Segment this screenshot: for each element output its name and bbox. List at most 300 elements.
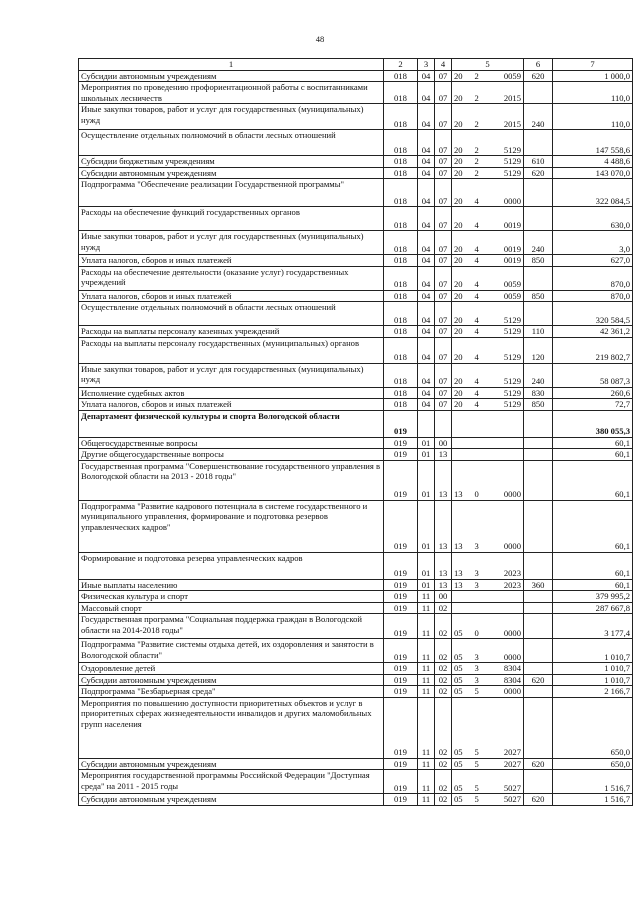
expense-type-cell <box>524 686 553 697</box>
row-name-cell: Подпрограмма "Обеспечение реализации Государственной программы" <box>79 179 384 207</box>
subsection-code-cell: 07 <box>435 104 452 130</box>
subsection-code-cell: 02 <box>435 602 452 613</box>
section-code-cell: 04 <box>418 326 435 337</box>
ministry-code-cell: 019 <box>384 663 418 674</box>
subsection-code-cell: 07 <box>435 130 452 156</box>
amount-cell: 650,0 <box>553 758 633 769</box>
section-code-cell: 04 <box>418 399 435 410</box>
row-name-cell: Подпрограмма "Развитие системы отдыха детей, их оздоровления и занятости в Вологодской области" <box>79 639 384 663</box>
table-row <box>79 663 633 674</box>
subsection-code-cell: 07 <box>435 326 452 337</box>
subsection-code-cell: 07 <box>435 167 452 178</box>
amount-cell: 287 667,8 <box>553 602 633 613</box>
target-article-part2-cell: 4 <box>473 399 487 410</box>
amount-cell: 630,0 <box>553 207 633 231</box>
row-name-cell: Формирование и подготовка резерва управленческих кадров <box>79 552 384 579</box>
target-article-part3-cell: 5129 <box>487 399 524 410</box>
subsection-code-cell: 02 <box>435 686 452 697</box>
target-article-part3-cell: 0000 <box>487 500 524 552</box>
target-article-part3-cell: 5129 <box>487 302 524 326</box>
table-row <box>79 104 633 130</box>
header-row <box>79 59 633 71</box>
row-name-cell: Мероприятия государственной программы Российской Федерации "Доступная среда" на 2011 - 2015 годы <box>79 770 384 794</box>
section-code-cell: 11 <box>418 758 435 769</box>
target-article-part1-cell: 20 <box>452 231 473 255</box>
expense-type-cell <box>524 460 553 500</box>
section-code-cell: 04 <box>418 266 435 290</box>
amount-cell: 42 361,2 <box>553 326 633 337</box>
target-article-part3-cell: 0000 <box>487 460 524 500</box>
row-name-cell: Другие общегосударственные вопросы <box>79 449 384 460</box>
target-article-part2-cell: 2 <box>473 104 487 130</box>
target-article-part1-cell: 13 <box>452 579 473 590</box>
expense-type-cell <box>524 449 553 460</box>
section-code-cell: 11 <box>418 674 435 685</box>
target-article-part2-cell: 3 <box>473 674 487 685</box>
row-name-cell: Государственная программа "Совершенствование государственного управления в Вологодской области на 2013 - 2018 годы" <box>79 460 384 500</box>
target-article-part1-cell: 13 <box>452 500 473 552</box>
amount-cell: 1 010,7 <box>553 663 633 674</box>
ministry-code-cell: 018 <box>384 302 418 326</box>
target-article-part2-cell: 2 <box>473 156 487 167</box>
expense-type-cell: 110 <box>524 326 553 337</box>
target-article-part3-cell: 2023 <box>487 552 524 579</box>
row-name-cell: Субсидии автономным учреждениям <box>79 167 384 178</box>
target-article-part2-cell: 4 <box>473 179 487 207</box>
ministry-code-cell: 018 <box>384 266 418 290</box>
ministry-code-cell: 019 <box>384 639 418 663</box>
target-article-part3-cell: 5129 <box>487 337 524 363</box>
target-article-part3-cell: 5129 <box>487 387 524 398</box>
amount-cell: 322 084,5 <box>553 179 633 207</box>
row-name-cell: Субсидии автономным учреждениям <box>79 794 384 805</box>
ministry-code-cell: 019 <box>384 552 418 579</box>
table-row <box>79 255 633 266</box>
subsection-code-cell: 07 <box>435 337 452 363</box>
target-article-part3-cell: 0059 <box>487 71 524 82</box>
row-name-cell: Субсидии бюджетным учреждениям <box>79 156 384 167</box>
ministry-code-cell: 019 <box>384 686 418 697</box>
table-row <box>79 697 633 758</box>
subsection-code-cell: 07 <box>435 231 452 255</box>
section-code-cell: 04 <box>418 231 435 255</box>
table-row <box>79 794 633 805</box>
target-article-part2-cell: 0 <box>473 460 487 500</box>
target-article-part1-cell: 20 <box>452 207 473 231</box>
section-code-cell: 11 <box>418 770 435 794</box>
target-article-part2-cell: 0 <box>473 614 487 639</box>
ministry-code-cell: 019 <box>384 437 418 448</box>
expense-type-cell <box>524 179 553 207</box>
target-article-part3-cell: 0000 <box>487 179 524 207</box>
table-body <box>79 59 633 806</box>
ministry-code-cell: 018 <box>384 255 418 266</box>
target-article-part2-cell: 2 <box>473 71 487 82</box>
target-article-part1-cell: 05 <box>452 794 473 805</box>
amount-cell: 2 166,7 <box>553 686 633 697</box>
section-code-cell: 11 <box>418 602 435 613</box>
target-article-part2-cell <box>473 602 487 613</box>
ministry-code-cell: 018 <box>384 363 418 387</box>
target-article-part3-cell: 2023 <box>487 579 524 590</box>
amount-cell: 60,1 <box>553 579 633 590</box>
table-row <box>79 614 633 639</box>
ministry-code-cell: 019 <box>384 500 418 552</box>
amount-cell: 870,0 <box>553 266 633 290</box>
target-article-part1-cell: 20 <box>452 167 473 178</box>
row-name-cell: Субсидии автономным учреждениям <box>79 71 384 82</box>
target-article-part3-cell: 5129 <box>487 130 524 156</box>
subsection-code-cell: 07 <box>435 399 452 410</box>
section-code-cell: 04 <box>418 71 435 82</box>
budget-table <box>78 58 633 806</box>
target-article-part1-cell: 05 <box>452 686 473 697</box>
subsection-code-cell: 13 <box>435 460 452 500</box>
table-row <box>79 290 633 301</box>
target-article-part2-cell <box>473 591 487 602</box>
expense-type-cell: 620 <box>524 758 553 769</box>
target-article-part3-cell: 8304 <box>487 663 524 674</box>
target-article-part1-cell <box>452 437 473 448</box>
amount-cell: 3 177,4 <box>553 614 633 639</box>
target-article-part1-cell: 20 <box>452 179 473 207</box>
expense-type-cell <box>524 437 553 448</box>
amount-cell: 60,1 <box>553 552 633 579</box>
target-article-part1-cell: 20 <box>452 337 473 363</box>
target-article-part3-cell <box>487 449 524 460</box>
table-row <box>79 449 633 460</box>
table-row <box>79 337 633 363</box>
target-article-part2-cell: 3 <box>473 500 487 552</box>
subsection-code-cell: 07 <box>435 156 452 167</box>
subsection-code-cell: 07 <box>435 179 452 207</box>
target-article-part2-cell: 4 <box>473 302 487 326</box>
table-row <box>79 500 633 552</box>
ministry-code-cell: 019 <box>384 579 418 590</box>
section-code-cell: 04 <box>418 179 435 207</box>
header-cell-section: 3 <box>418 59 435 71</box>
row-name-cell: Расходы на выплаты персоналу казенных учреждений <box>79 326 384 337</box>
amount-cell: 147 558,6 <box>553 130 633 156</box>
section-code-cell: 04 <box>418 337 435 363</box>
target-article-part3-cell: 5129 <box>487 326 524 337</box>
subsection-code-cell: 02 <box>435 770 452 794</box>
expense-type-cell: 620 <box>524 71 553 82</box>
target-article-part2-cell: 3 <box>473 579 487 590</box>
ministry-code-cell: 018 <box>384 399 418 410</box>
table-row <box>79 770 633 794</box>
row-name-cell: Иные закупки товаров, работ и услуг для государственных (муниципальных) нужд <box>79 104 384 130</box>
ministry-code-cell: 019 <box>384 794 418 805</box>
table-row <box>79 266 633 290</box>
table-row <box>79 207 633 231</box>
table-row <box>79 579 633 590</box>
row-name-cell: Массовый спорт <box>79 602 384 613</box>
target-article-part3-cell: 5027 <box>487 770 524 794</box>
expense-type-cell: 240 <box>524 363 553 387</box>
header-cell-target-article: 5 <box>452 59 524 71</box>
row-name-cell: Общегосударственные вопросы <box>79 437 384 448</box>
target-article-part1-cell: 05 <box>452 758 473 769</box>
section-code-cell: 11 <box>418 591 435 602</box>
target-article-part1-cell: 20 <box>452 363 473 387</box>
target-article-part1-cell: 13 <box>452 552 473 579</box>
target-article-part1-cell <box>452 602 473 613</box>
ministry-code-cell: 018 <box>384 104 418 130</box>
ministry-code-cell: 018 <box>384 326 418 337</box>
section-code-cell: 11 <box>418 614 435 639</box>
section-code-cell: 01 <box>418 437 435 448</box>
amount-cell: 1 516,7 <box>553 770 633 794</box>
row-name-cell: Мероприятия по повышению доступности приоритетных объектов и услуг в приоритетных сферах жизнедеятельности инвалидов и других маломобильных групп населения <box>79 697 384 758</box>
target-article-part1-cell: 20 <box>452 290 473 301</box>
expense-type-cell: 240 <box>524 104 553 130</box>
amount-cell: 379 995,2 <box>553 591 633 602</box>
section-code-cell: 04 <box>418 255 435 266</box>
row-name-cell: Иные закупки товаров, работ и услуг для государственных (муниципальных) нужд <box>79 363 384 387</box>
expense-type-cell <box>524 770 553 794</box>
target-article-part3-cell: 5129 <box>487 156 524 167</box>
table-row <box>79 130 633 156</box>
target-article-part2-cell: 4 <box>473 290 487 301</box>
expense-type-cell <box>524 663 553 674</box>
ministry-code-cell: 018 <box>384 231 418 255</box>
target-article-part1-cell: 20 <box>452 326 473 337</box>
target-article-part3-cell <box>487 602 524 613</box>
row-name-cell: Оздоровление детей <box>79 663 384 674</box>
expense-type-cell <box>524 410 553 437</box>
target-article-part1-cell: 20 <box>452 255 473 266</box>
section-code-cell: 04 <box>418 167 435 178</box>
ministry-code-cell: 018 <box>384 130 418 156</box>
table-row <box>79 639 633 663</box>
subsection-code-cell: 07 <box>435 207 452 231</box>
subsection-code-cell <box>435 410 452 437</box>
row-name-cell: Расходы на обеспечение деятельности (оказание услуг) государственных учреждений <box>79 266 384 290</box>
expense-type-cell <box>524 614 553 639</box>
table-row <box>79 460 633 500</box>
table-row <box>79 387 633 398</box>
ministry-code-cell: 018 <box>384 156 418 167</box>
table-row <box>79 686 633 697</box>
table-row <box>79 231 633 255</box>
target-article-part3-cell: 2015 <box>487 82 524 104</box>
table-row <box>79 437 633 448</box>
row-name-cell: Субсидии автономным учреждениям <box>79 758 384 769</box>
ministry-code-cell: 019 <box>384 614 418 639</box>
expense-type-cell: 620 <box>524 167 553 178</box>
amount-cell: 1 010,7 <box>553 639 633 663</box>
table-row <box>79 758 633 769</box>
header-cell-ministry: 2 <box>384 59 418 71</box>
amount-cell: 650,0 <box>553 697 633 758</box>
ministry-code-cell: 019 <box>384 602 418 613</box>
target-article-part2-cell: 4 <box>473 337 487 363</box>
table-row <box>79 71 633 82</box>
section-code-cell: 01 <box>418 460 435 500</box>
subsection-code-cell: 02 <box>435 758 452 769</box>
target-article-part1-cell <box>452 410 473 437</box>
section-code-cell: 01 <box>418 579 435 590</box>
amount-cell: 627,0 <box>553 255 633 266</box>
target-article-part3-cell: 5129 <box>487 167 524 178</box>
ministry-code-cell: 018 <box>384 387 418 398</box>
target-article-part2-cell: 3 <box>473 552 487 579</box>
target-article-part1-cell: 20 <box>452 387 473 398</box>
ministry-code-cell: 018 <box>384 179 418 207</box>
subsection-code-cell: 02 <box>435 674 452 685</box>
target-article-part1-cell: 13 <box>452 460 473 500</box>
target-article-part2-cell <box>473 410 487 437</box>
row-name-cell: Подпрограмма "Развитие кадрового потенциала в системе государственного и муниципального управления, формирование и подготовка резервов управленческих кадров" <box>79 500 384 552</box>
section-code-cell: 01 <box>418 500 435 552</box>
row-name-cell: Иные выплаты населению <box>79 579 384 590</box>
expense-type-cell: 360 <box>524 579 553 590</box>
target-article-part3-cell: 5027 <box>487 794 524 805</box>
table-row <box>79 602 633 613</box>
amount-cell: 60,1 <box>553 460 633 500</box>
row-name-cell: Осуществление отдельных полномочий в области лесных отношений <box>79 302 384 326</box>
subsection-code-cell: 02 <box>435 663 452 674</box>
expense-type-cell: 620 <box>524 674 553 685</box>
target-article-part2-cell: 2 <box>473 167 487 178</box>
expense-type-cell <box>524 302 553 326</box>
target-article-part3-cell: 0019 <box>487 255 524 266</box>
amount-cell: 1 010,7 <box>553 674 633 685</box>
table-row <box>79 82 633 104</box>
target-article-part3-cell: 0019 <box>487 207 524 231</box>
target-article-part2-cell: 4 <box>473 255 487 266</box>
expense-type-cell <box>524 207 553 231</box>
amount-cell: 60,1 <box>553 437 633 448</box>
ministry-code-cell: 018 <box>384 167 418 178</box>
row-name-cell: Мероприятия по проведению профориентационной работы с воспитанниками школьных лесничеств <box>79 82 384 104</box>
target-article-part2-cell <box>473 449 487 460</box>
page-number: 48 <box>315 34 325 44</box>
table-row <box>79 179 633 207</box>
target-article-part1-cell <box>452 449 473 460</box>
section-code-cell: 04 <box>418 130 435 156</box>
section-code-cell: 04 <box>418 104 435 130</box>
target-article-part2-cell: 3 <box>473 639 487 663</box>
target-article-part2-cell: 5 <box>473 686 487 697</box>
section-code-cell: 11 <box>418 686 435 697</box>
header-cell-name: 1 <box>79 59 384 71</box>
table-row <box>79 363 633 387</box>
target-article-part2-cell: 3 <box>473 663 487 674</box>
target-article-part1-cell: 05 <box>452 674 473 685</box>
target-article-part1-cell: 20 <box>452 156 473 167</box>
target-article-part3-cell: 2027 <box>487 758 524 769</box>
ministry-code-cell: 019 <box>384 460 418 500</box>
row-name-cell: Уплата налогов, сборов и иных платежей <box>79 255 384 266</box>
ministry-code-cell: 019 <box>384 410 418 437</box>
target-article-part2-cell: 4 <box>473 266 487 290</box>
target-article-part2-cell: 5 <box>473 758 487 769</box>
amount-cell: 143 070,0 <box>553 167 633 178</box>
expense-type-cell <box>524 639 553 663</box>
row-name-cell: Осуществление отдельных полномочий в области лесных отношений <box>79 130 384 156</box>
target-article-part3-cell: 5129 <box>487 363 524 387</box>
table-row <box>79 167 633 178</box>
target-article-part1-cell: 05 <box>452 770 473 794</box>
section-code-cell: 04 <box>418 207 435 231</box>
subsection-code-cell: 13 <box>435 552 452 579</box>
subsection-code-cell: 13 <box>435 579 452 590</box>
amount-cell: 1 000,0 <box>553 71 633 82</box>
amount-cell: 58 087,3 <box>553 363 633 387</box>
amount-cell: 60,1 <box>553 500 633 552</box>
row-name-cell: Исполнение судебных актов <box>79 387 384 398</box>
target-article-part3-cell: 8304 <box>487 674 524 685</box>
target-article-part2-cell: 5 <box>473 770 487 794</box>
row-name-cell: Уплата налогов, сборов и иных платежей <box>79 290 384 301</box>
section-code-cell: 04 <box>418 363 435 387</box>
target-article-part2-cell <box>473 437 487 448</box>
row-name-cell: Уплата налогов, сборов и иных платежей <box>79 399 384 410</box>
ministry-code-cell: 019 <box>384 591 418 602</box>
target-article-part3-cell <box>487 410 524 437</box>
expense-type-cell <box>524 697 553 758</box>
amount-cell: 72,7 <box>553 399 633 410</box>
section-code-cell: 04 <box>418 290 435 301</box>
expense-type-cell: 850 <box>524 399 553 410</box>
header-cell-amount: 7 <box>553 59 633 71</box>
subsection-code-cell: 07 <box>435 255 452 266</box>
target-article-part2-cell: 2 <box>473 130 487 156</box>
subsection-code-cell: 00 <box>435 591 452 602</box>
section-code-cell: 04 <box>418 156 435 167</box>
row-name-cell: Расходы на обеспечение функций государственных органов <box>79 207 384 231</box>
table-row <box>79 156 633 167</box>
table-row <box>79 591 633 602</box>
row-name-cell: Расходы на выплаты персоналу государственных (муниципальных) органов <box>79 337 384 363</box>
ministry-code-cell: 019 <box>384 674 418 685</box>
section-code-cell <box>418 410 435 437</box>
target-article-part1-cell: 20 <box>452 104 473 130</box>
section-code-cell: 11 <box>418 697 435 758</box>
table-row <box>79 552 633 579</box>
amount-cell: 380 055,3 <box>553 410 633 437</box>
target-article-part1-cell <box>452 591 473 602</box>
target-article-part1-cell: 20 <box>452 71 473 82</box>
section-code-cell: 04 <box>418 387 435 398</box>
target-article-part2-cell: 4 <box>473 207 487 231</box>
target-article-part1-cell: 20 <box>452 399 473 410</box>
target-article-part3-cell: 0000 <box>487 614 524 639</box>
target-article-part1-cell: 05 <box>452 663 473 674</box>
subsection-code-cell: 02 <box>435 614 452 639</box>
amount-cell: 260,6 <box>553 387 633 398</box>
table-row <box>79 410 633 437</box>
expense-type-cell <box>524 602 553 613</box>
amount-cell: 3,0 <box>553 231 633 255</box>
target-article-part2-cell: 4 <box>473 326 487 337</box>
target-article-part2-cell: 5 <box>473 794 487 805</box>
ministry-code-cell: 019 <box>384 758 418 769</box>
subsection-code-cell: 07 <box>435 363 452 387</box>
expense-type-cell <box>524 500 553 552</box>
subsection-code-cell: 13 <box>435 449 452 460</box>
subsection-code-cell: 02 <box>435 794 452 805</box>
section-code-cell: 01 <box>418 449 435 460</box>
section-code-cell: 11 <box>418 794 435 805</box>
subsection-code-cell: 13 <box>435 500 452 552</box>
header-cell-expense-type: 6 <box>524 59 553 71</box>
subsection-code-cell: 02 <box>435 639 452 663</box>
expense-type-cell: 830 <box>524 387 553 398</box>
target-article-part3-cell: 0059 <box>487 266 524 290</box>
